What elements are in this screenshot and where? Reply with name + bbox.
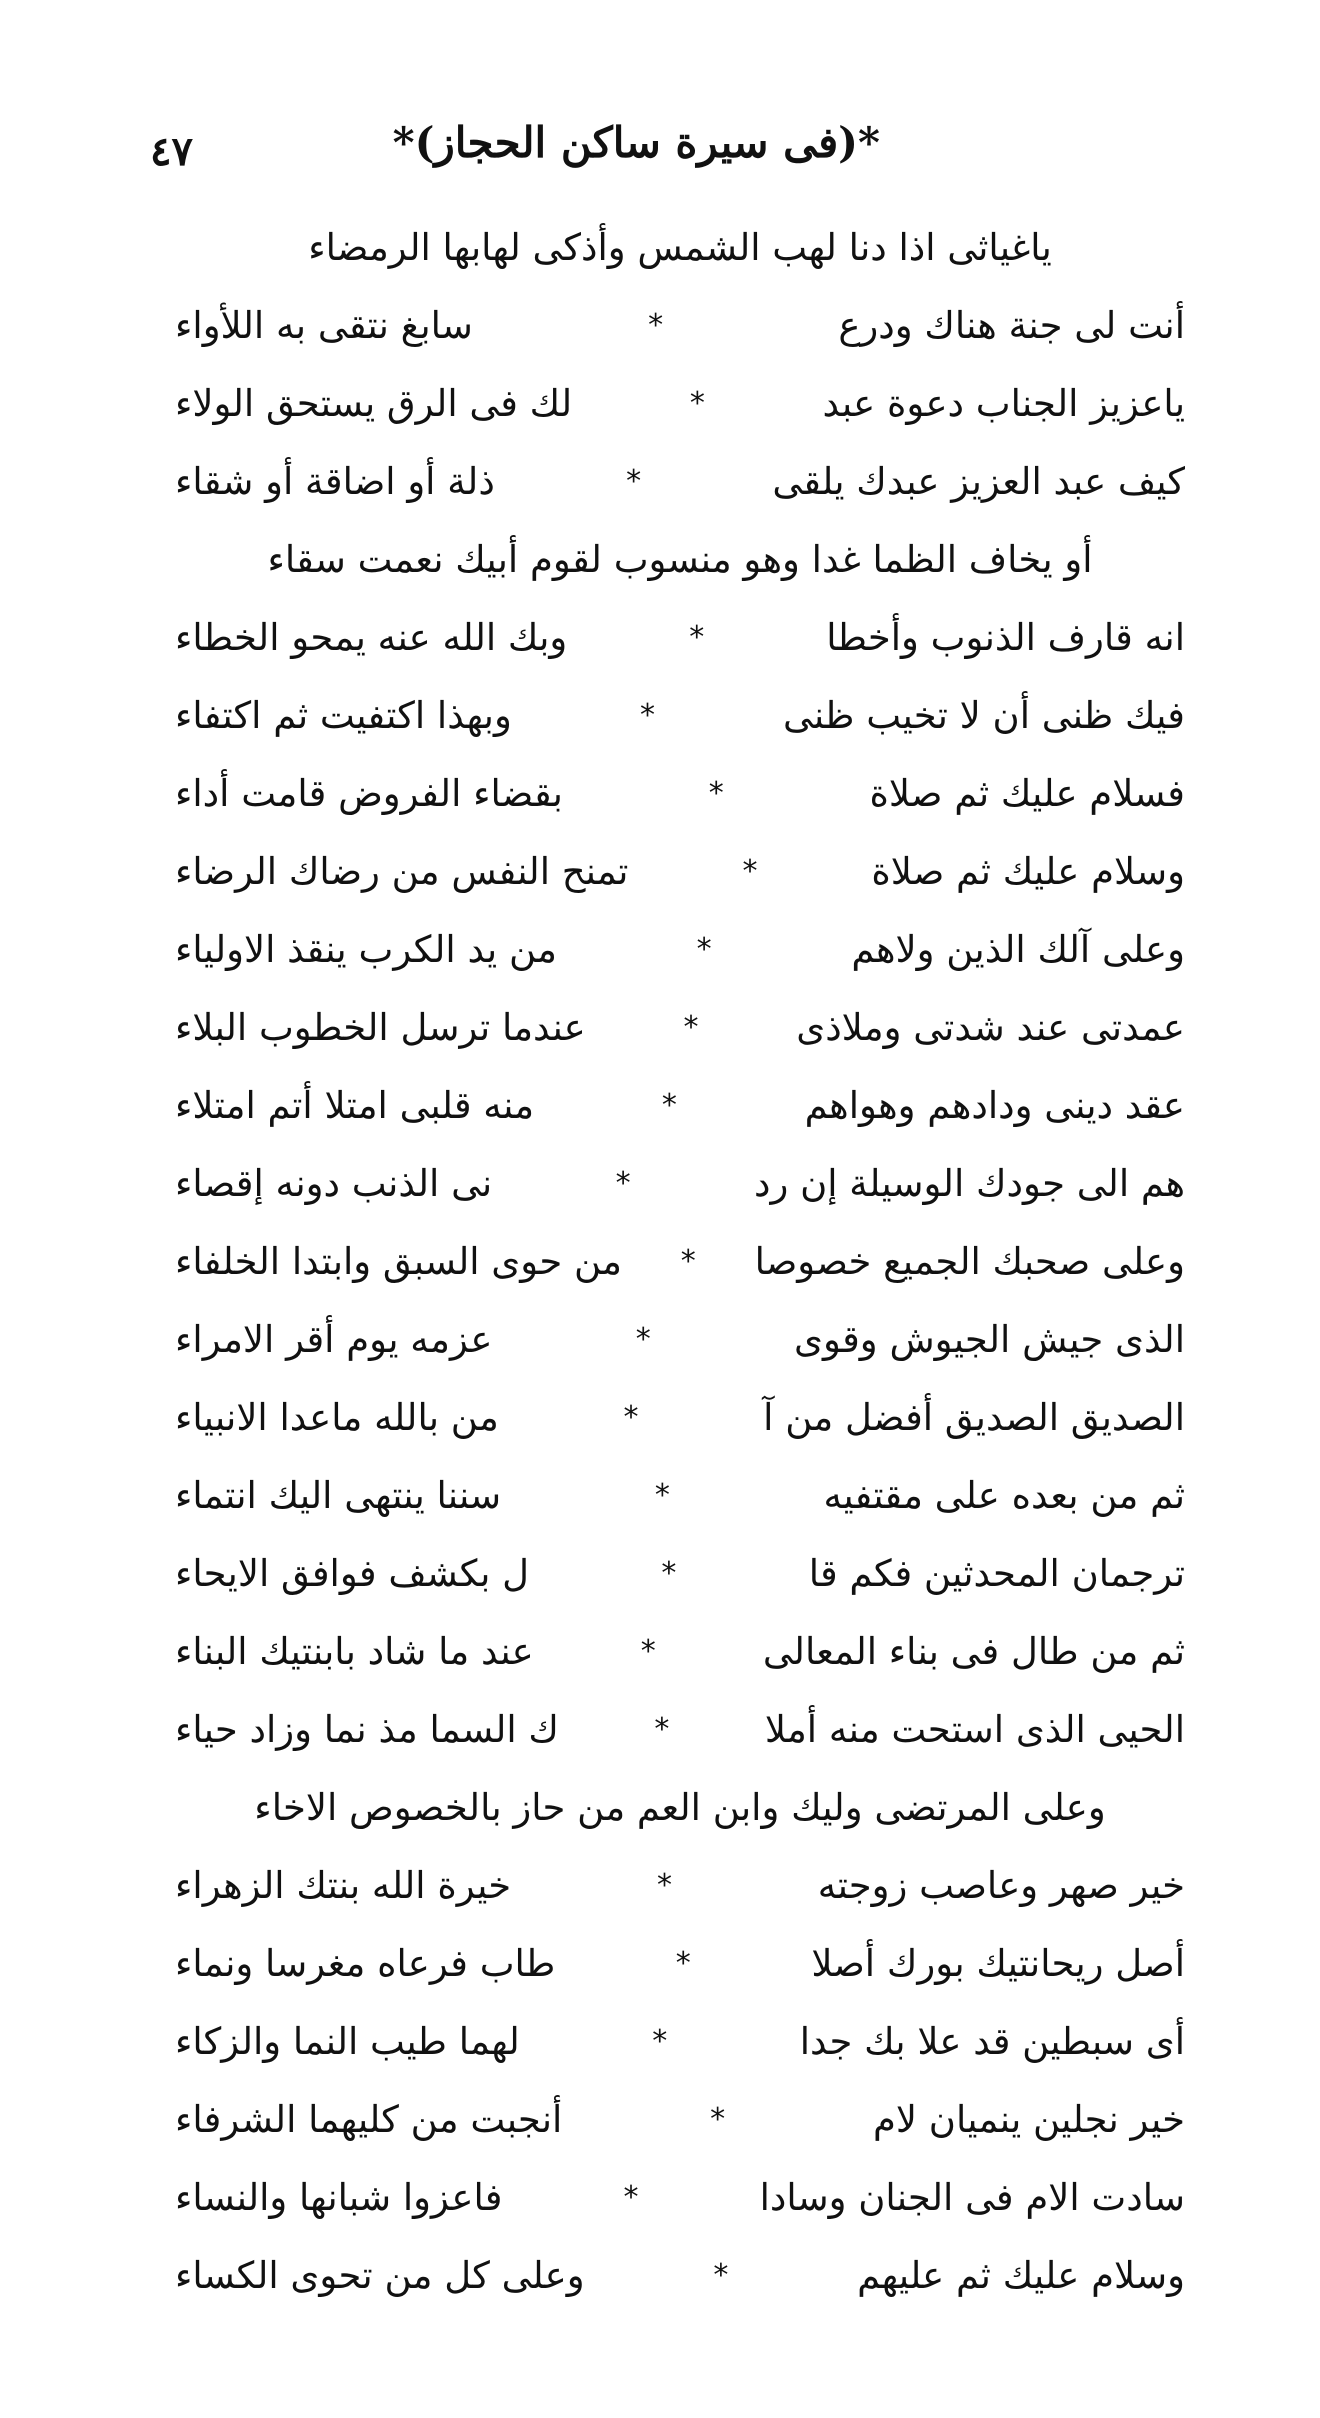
hemistich-separator: * [661, 1555, 677, 1591]
hemistich-separator: * [623, 1399, 639, 1435]
hemistich-separator: * [654, 1711, 670, 1747]
verse-second-hemistich: نى الذنب دونه إقصاء [175, 1161, 493, 1205]
page-number: ٤٧ [150, 128, 193, 175]
verse-line [175, 1612, 1185, 1690]
verse-second-hemistich: منه قلبى امتلا أتم امتلاء [175, 1083, 535, 1127]
verse-second-hemistich: خيرة الله بنتك الزهراء [175, 1863, 512, 1907]
verse-first-hemistich: أى سبطين قد علا بك جدا [799, 2019, 1185, 2063]
verse-line [175, 1846, 1185, 1924]
verse-line [175, 1222, 1185, 1300]
hemistich-separator: * [648, 307, 664, 343]
verse-line [175, 1066, 1185, 1144]
hemistich-separator: * [615, 1165, 631, 1201]
verse-first-hemistich: وسلام عليك ثم صلاة [871, 849, 1185, 893]
verse-full-line: ياغياثى اذا دنا لهب الشمس وأذكى لهابها الرمضاء [308, 225, 1052, 269]
verse-line [175, 520, 1185, 598]
hemistich-separator: * [680, 1243, 696, 1279]
verse-second-hemistich: ذلة أو اضاقة أو شقاء [175, 459, 495, 503]
verse-second-hemistich: عند ما شاد بابنتيك البناء [175, 1629, 534, 1673]
hemistich-separator: * [654, 1477, 670, 1513]
verse-line [175, 676, 1185, 754]
verse-second-hemistich: لك فى الرق يستحق الولاء [175, 381, 573, 425]
hemistich-separator: * [708, 775, 724, 811]
verse-second-hemistich: سابغ نتقى به اللأواء [175, 303, 473, 347]
verse-line [175, 1300, 1185, 1378]
verse-line [175, 364, 1185, 442]
verse-first-hemistich: الذى جيش الجيوش وقوى [794, 1317, 1185, 1361]
verse-first-hemistich: كيف عبد العزيز عبدك يلقى [772, 459, 1185, 503]
verse-line [175, 442, 1185, 520]
verse-first-hemistich: وعلى صحبك الجميع خصوصا [754, 1239, 1185, 1283]
verse-first-hemistich: وسلام عليك ثم عليهم [857, 2253, 1185, 2297]
verse-second-hemistich: فاعزوا شبانها والنساء [175, 2175, 503, 2219]
verse-line [175, 1534, 1185, 1612]
verse-second-hemistich: طاب فرعاه مغرسا ونماء [175, 1941, 556, 1985]
verse-line [175, 832, 1185, 910]
verse-second-hemistich: عزمه يوم أقر الامراء [175, 1317, 493, 1361]
verse-first-hemistich: أصل ريحانتيك بورك أصلا [811, 1941, 1185, 1985]
verse-second-hemistich: من حوى السبق وابتدا الخلفاء [175, 1239, 622, 1283]
verse-second-hemistich: لهما طيب النما والزكاء [175, 2019, 520, 2063]
verse-second-hemistich: من بالله ماعدا الانبياء [175, 1395, 499, 1439]
verse-line [175, 286, 1185, 364]
hemistich-separator: * [683, 1009, 699, 1045]
verse-second-hemistich: عندما ترسل الخطوب البلاء [175, 1005, 586, 1049]
hemistich-separator: * [696, 931, 712, 967]
hemistich-separator: * [675, 1945, 691, 1981]
hemistich-separator: * [656, 1867, 672, 1903]
verse-second-hemistich: بقضاء الفروض قامت أداء [175, 771, 563, 815]
verse-second-hemistich: وعلى كل من تحوى الكساء [175, 2253, 585, 2297]
verse-line [175, 598, 1185, 676]
hemistich-separator: * [689, 619, 705, 655]
verse-first-hemistich: الصديق الصديق أفضل من آ [763, 1395, 1185, 1439]
running-head: *(فى سيرة ساكن الحجاز)* [392, 118, 880, 167]
verse-second-hemistich: وبك الله عنه يمحو الخطاء [175, 615, 568, 659]
verse-line [175, 910, 1185, 988]
hemistich-separator: * [639, 697, 655, 733]
hemistich-separator: * [710, 2101, 726, 2137]
verse-first-hemistich: خير صهر وعاصب زوجته [817, 1863, 1185, 1907]
verse-first-hemistich: انه قارف الذنوب وأخطا [826, 615, 1185, 659]
verse-first-hemistich: أنت لى جنة هناك ودرع [838, 303, 1185, 347]
verse-second-hemistich: وبهذا اكتفيت ثم اكتفاء [175, 693, 512, 737]
verse-first-hemistich: فيك ظنى أن لا تخيب ظنى [783, 693, 1185, 737]
hemistich-separator: * [635, 1321, 651, 1357]
verse-line [175, 1924, 1185, 2002]
verse-line [175, 2080, 1185, 2158]
hemistich-separator: * [661, 1087, 677, 1123]
verse-first-hemistich: ياعزيز الجناب دعوة عبد [822, 381, 1185, 425]
verse-first-hemistich: فسلام عليك ثم صلاة [869, 771, 1185, 815]
verse-first-hemistich: عقد دينى ودادهم وهواهم [804, 1083, 1185, 1127]
poem-text [175, 208, 1185, 2314]
verse-line [175, 1144, 1185, 1222]
verse-line [175, 1378, 1185, 1456]
hemistich-separator: * [626, 463, 642, 499]
verse-full-line: وعلى المرتضى وليك وابن العم من حاز بالخصوص الاخاء [254, 1785, 1106, 1829]
hemistich-separator: * [652, 2023, 668, 2059]
verse-first-hemistich: خير نجلين ينميان لام [873, 2097, 1185, 2141]
verse-first-hemistich: ترجمان المحدثين فكم قا [808, 1551, 1185, 1595]
verse-second-hemistich: من يد الكرب ينقذ الاولياء [175, 927, 557, 971]
verse-line [175, 1690, 1185, 1768]
verse-first-hemistich: ثم من بعده على مقتفيه [823, 1473, 1185, 1517]
verse-second-hemistich: ل بكشف فوافق الايحاء [175, 1551, 530, 1595]
verse-line [175, 988, 1185, 1066]
hemistich-separator: * [742, 853, 758, 889]
hemistich-separator: * [689, 385, 705, 421]
verse-line [175, 2236, 1185, 2314]
hemistich-separator: * [640, 1633, 656, 1669]
verse-first-hemistich: سادت الام فى الجنان وسادا [759, 2175, 1185, 2219]
verse-full-line: أو يخاف الظما غدا وهو منسوب لقوم أبيك نعمت سقاء [267, 537, 1093, 581]
verse-line [175, 208, 1185, 286]
verse-line [175, 754, 1185, 832]
verse-first-hemistich: وعلى آلك الذين ولاهم [851, 927, 1185, 971]
verse-line [175, 2158, 1185, 2236]
hemistich-separator: * [623, 2179, 639, 2215]
verse-line [175, 1456, 1185, 1534]
verse-line [175, 1768, 1185, 1846]
verse-first-hemistich: هم الى جودك الوسيلة إن رد [753, 1161, 1185, 1205]
verse-first-hemistich: ثم من طال فى بناء المعالى [762, 1629, 1185, 1673]
verse-second-hemistich: ك السما مذ نما وزاد حياء [175, 1707, 559, 1751]
verse-first-hemistich: الحيى الذى استحت منه أملا [764, 1707, 1185, 1751]
verse-first-hemistich: عمدتى عند شدتى وملاذى [796, 1005, 1185, 1049]
verse-second-hemistich: أنجبت من كليهما الشرفاء [175, 2097, 563, 2141]
verse-second-hemistich: سننا ينتهى اليك انتماء [175, 1473, 502, 1517]
hemistich-separator: * [713, 2257, 729, 2293]
verse-second-hemistich: تمنح النفس من رضاك الرضاء [175, 849, 629, 893]
verse-line [175, 2002, 1185, 2080]
